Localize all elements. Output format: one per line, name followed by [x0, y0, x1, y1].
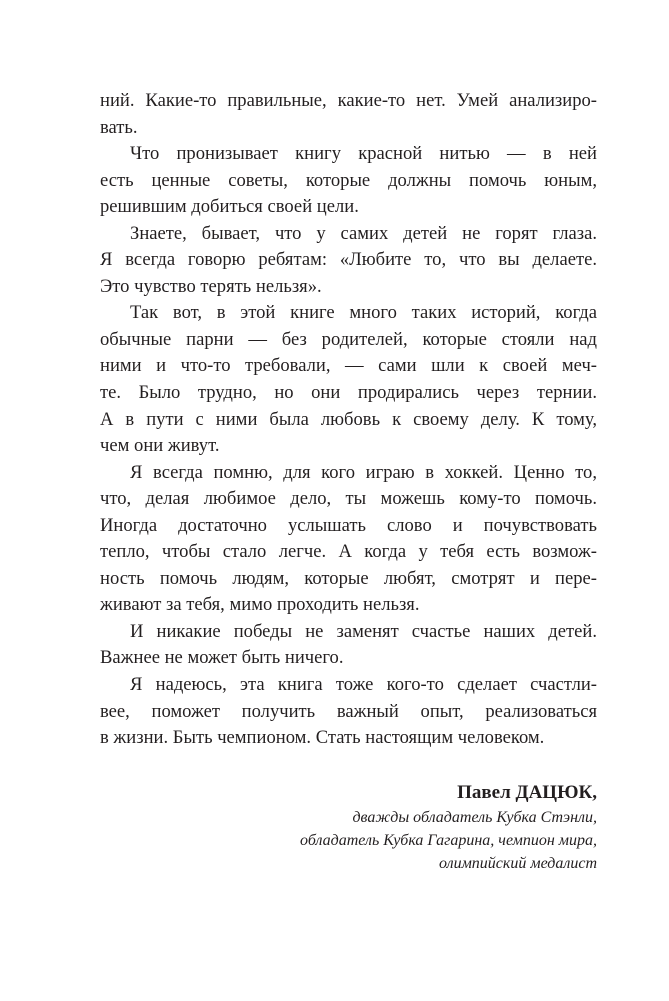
text-line: те. Было трудно, но они продирались через тернии. — [100, 382, 597, 404]
author-name: Павел ДАЦЮК, — [457, 782, 597, 803]
text-line: есть ценные советы, которые должны помочь юным, — [100, 169, 597, 191]
text-line: Что пронизывает книгу красной нитью — в ней — [130, 143, 597, 165]
text-line: Это чувство терять нельзя». — [100, 275, 322, 297]
text-line: чем они живут. — [100, 435, 220, 457]
text-line: решившим добиться своей цели. — [100, 196, 359, 218]
author-title-2: обладатель Кубка Гагарина, чемпион мира, — [300, 832, 597, 849]
paragraph — [100, 88, 597, 141]
signature — [300, 780, 597, 875]
text-line: живают за тебя, мимо проходить нельзя. — [100, 594, 420, 616]
paragraph — [100, 300, 597, 459]
author-title-3: олимпийский медалист — [438, 855, 597, 872]
text-line: Знаете, бывает, что у самих детей не горят глаза. — [130, 222, 597, 244]
text-line: И никакие победы не заменят счастье наших детей. — [130, 620, 597, 642]
text-line: Важнее не может быть ничего. — [100, 647, 344, 669]
text-line: Я надеюсь, эта книга тоже кого-то сделает счастли- — [130, 674, 597, 696]
text-line: Иногда достаточно услышать слово и почувствовать — [100, 514, 597, 536]
text-line: Я всегда говорю ребятам: «Любите то, что вы делаете. — [100, 249, 597, 271]
text-line: А в пути с ними была любовь к своему делу. К тому, — [100, 408, 597, 430]
paragraph — [100, 221, 597, 301]
text-line: что, делая любимое дело, ты можешь кому-то помочь. — [100, 488, 597, 510]
text-line: вее, поможет получить важный опыт, реализоваться — [100, 700, 597, 722]
text-line: вать. — [100, 116, 138, 138]
paragraph — [100, 619, 597, 672]
paragraph — [100, 460, 597, 619]
text-line: ность помочь людям, которые любят, смотрят и пере- — [100, 567, 597, 589]
text-line: ний. Какие-то правильные, какие-то нет. Умей анализиро- — [100, 90, 597, 111]
paragraph — [100, 672, 597, 752]
paragraph — [100, 141, 597, 221]
text-line: Я всегда помню, для кого играю в хоккей. Ценно то, — [130, 461, 597, 483]
author-title-1: дважды обладатель Кубка Стэнли, — [352, 809, 597, 826]
text-line: Так вот, в этой книге много таких историй, когда — [130, 302, 597, 324]
text-line: обычные парни — без родителей, которые стояли над — [100, 328, 597, 350]
text-line: ними и что-то требовали, — сами шли к своей меч- — [100, 355, 597, 377]
body-text — [100, 88, 597, 752]
text-line: тепло, чтобы стало легче. А когда у тебя есть возмож- — [100, 541, 597, 563]
text-line: в жизни. Быть чемпионом. Стать настоящим человеком. — [100, 727, 545, 749]
